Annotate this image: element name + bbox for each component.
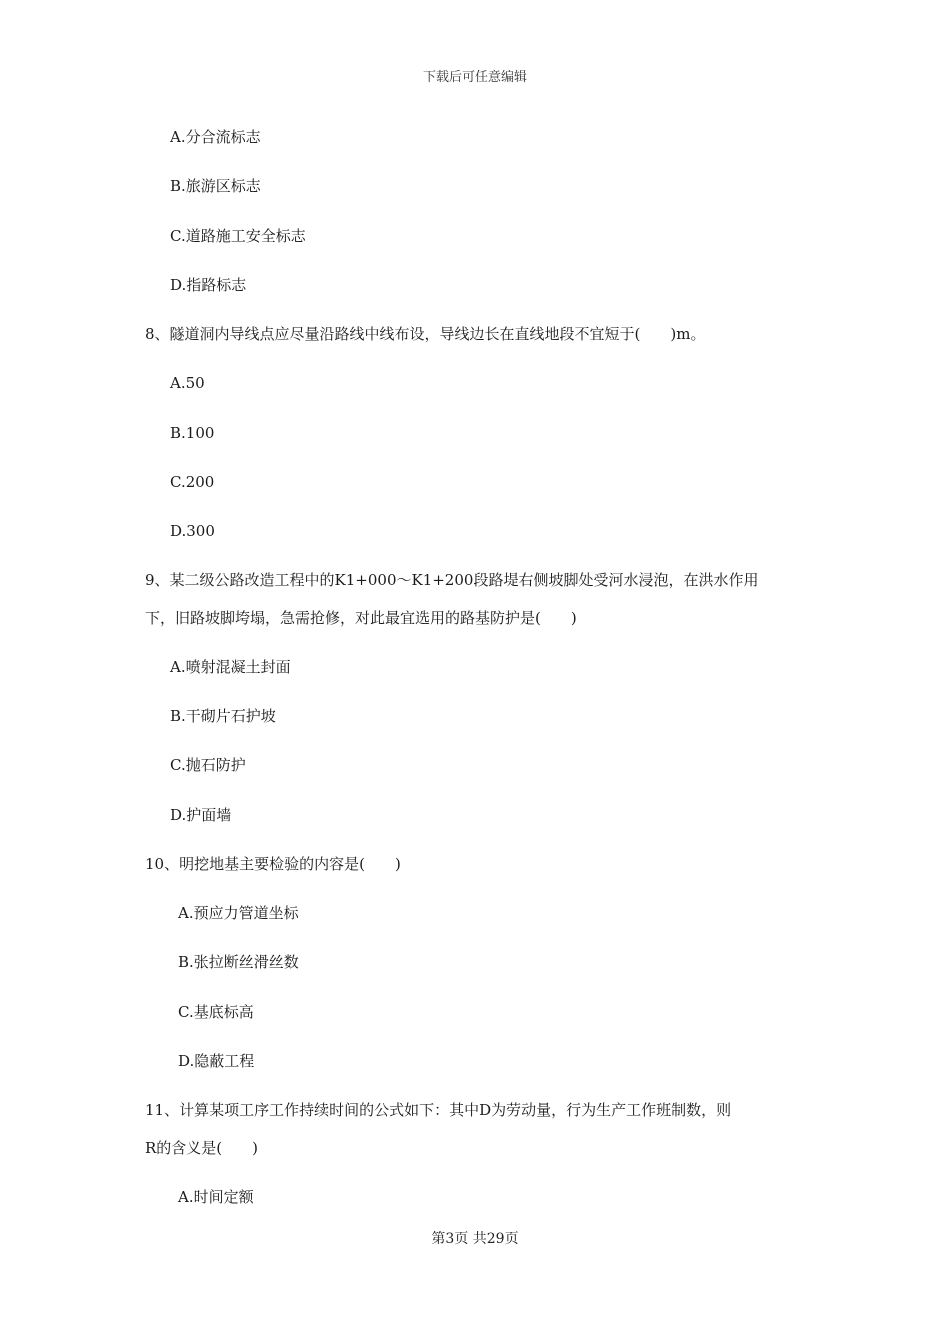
q11-question-line1: 11、计算某项工序工作持续时间的公式如下：其中D为劳动量，行为生产工作班制数，则 [145,1101,732,1119]
q7-option-a: A.分合流标志 [170,128,261,146]
q9-question-line2: 下，旧路坡脚垮塌，急需抢修，对此最宜选用的路基防护是( ) [145,609,577,627]
q11-option-a: A.时间定额 [178,1188,254,1206]
q11-question-line2: R的含义是( ) [145,1139,258,1157]
q8-option-b: B.100 [170,424,215,442]
q10-option-a: A.预应力管道坐标 [178,904,299,922]
page-header: 下载后可任意编辑 [422,70,527,85]
q8-option-a: A.50 [170,374,205,392]
q7-option-d: D.指路标志 [170,276,247,294]
q9-option-a: A.喷射混凝土封面 [170,658,291,676]
q10-question: 10、明挖地基主要检验的内容是( ) [145,855,401,873]
q9-option-d: D.护面墙 [170,806,232,824]
q9-question-line1: 9、某二级公路改造工程中的K1+000～K1+200段路堤右侧坡脚处受河水浸泡，在洪水作用 [145,571,759,589]
page-footer: 第3页 共29页 [431,1231,519,1247]
q9-option-b: B.干砌片石护坡 [170,707,276,725]
q10-option-c: C.基底标高 [178,1003,254,1021]
q8-option-c: C.200 [170,473,215,491]
q9-option-c: C.抛石防护 [170,756,246,774]
q7-option-c: C.道路施工安全标志 [170,227,306,245]
q7-option-b: B.旅游区标志 [170,177,261,195]
q10-option-b: B.张拉断丝滑丝数 [178,953,299,971]
q8-question: 8、隧道洞内导线点应尽量沿路线中线布设，导线边长在直线地段不宜短于( )m。 [145,325,706,343]
q10-option-d: D.隐蔽工程 [178,1052,255,1070]
q8-option-d: D.300 [170,522,215,540]
